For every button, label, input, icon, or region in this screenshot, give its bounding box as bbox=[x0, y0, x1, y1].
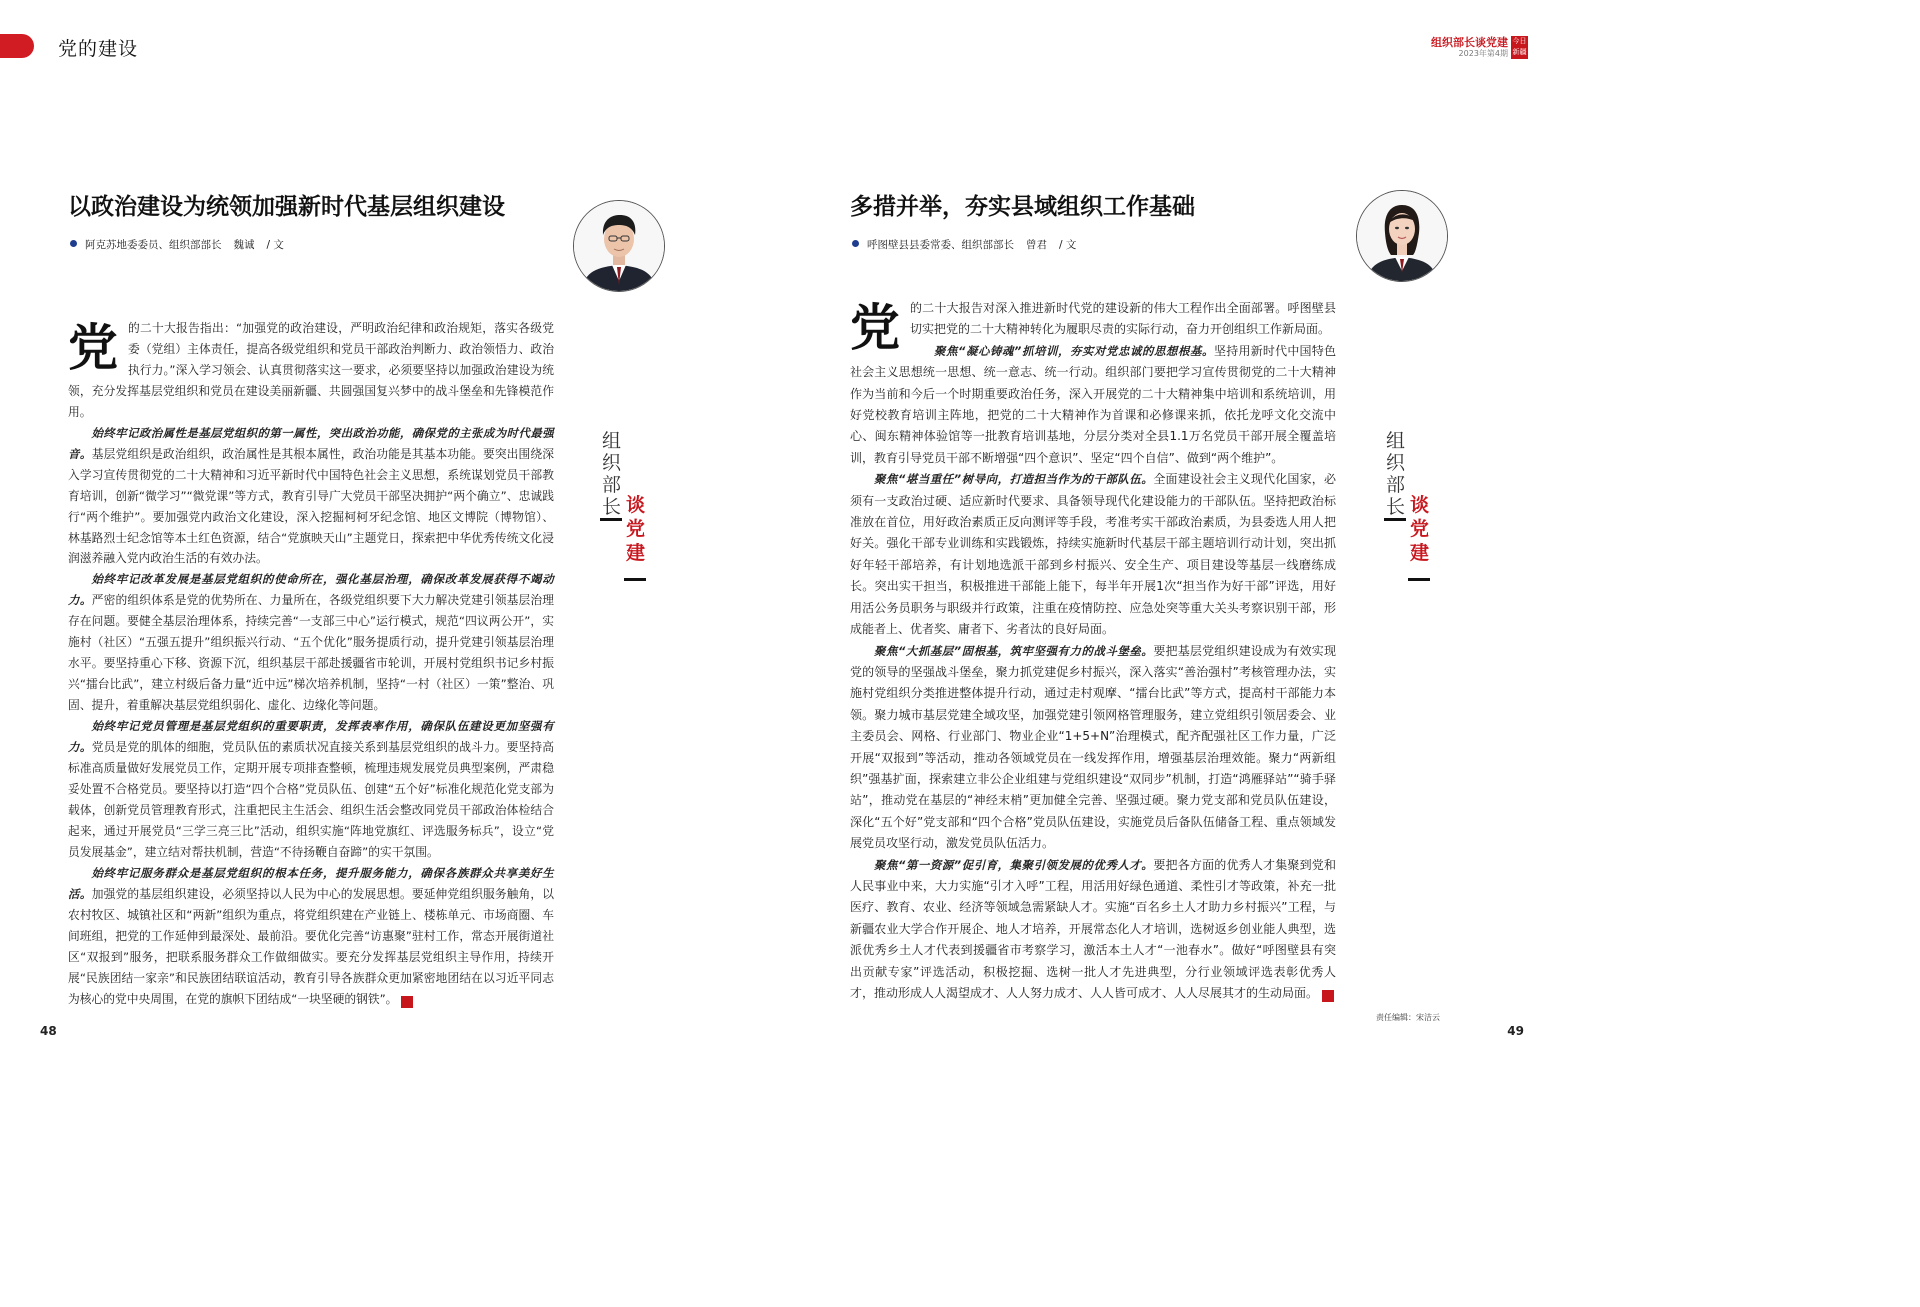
portrait-woman-image bbox=[1357, 191, 1447, 281]
byline-name: 曾君 bbox=[1026, 239, 1047, 251]
paragraph bbox=[68, 423, 554, 570]
paragraph-text: 严密的组织体系是党的优势所在、力量所在，各级党组织要下大力解决党建引领基层治理存在问题。要健全基层治理体系，持续完善“一支部三中心”运行模式，规范“四议两公开”，实施村（社区）“五强五提升”组织振兴行动、“五个优化”服务提质行动，提升党建引领基层治理水平。要坚持重心下移、资源下沉，组织基层干部赴援疆省市轮训，开展村党组织书记乡村振兴“擂台比武”，建立村级后备力量“近中远”梯次培养机制，坚持“一村（社区）一策”整治、巩固、提升，着重解决基层党组织弱化、虚化、边缘化等问题。 bbox=[68, 593, 554, 713]
byline-dot bbox=[70, 240, 77, 247]
mark-rule bbox=[1384, 518, 1406, 521]
left-article-title: 以政治建设为统领加强新时代基层组织建设 bbox=[68, 194, 505, 220]
paragraph-text: 加强党的基层组织建设，必须坚持以人民为中心的发展思想。要延伸党组织服务触角，以农村牧区、城镇社区和“两新”组织为重点，将党组织建在产业链上、楼栋单元、市场商圈、车间班组，把党的工作延伸到最深处、最前沿。要优化完善“访惠聚”驻村工作，常态开展街道社区“双报到”服务，把联系服务群众工作做细做实。要充分发挥基层党组织主导作用，持续开展“民族团结一家亲”和民族团结联谊活动，教育引导各族群众更加紧密地团结在以习近平同志为核心的党中央周围，在党的旗帜下团结成“一块坚硬的钢铁”。 bbox=[68, 886, 554, 1006]
paragraph-text: 党员是党的肌体的细胞，党员队伍的素质状况直接关系到基层党组织的战斗力。要坚持高标准高质量做好发展党员工作，定期开展专项排查整顿，梳理违规发展党员典型案例，严肃稳妥处置不合格党员。要坚持以打造“四个合格”党员队伍、创建“五个好”标准化规范化党支部为载体，创新党员管理教育形式，注重把民主生活会、组织生活会整改同党员干部政治体检结合起来，通过开展党员“三学三亮三比”活动，组织实施“阵地党旗红、评选服务标兵”，设立“党员发展基金”，建立结对帮扶机制，营造“不待扬鞭自奋蹄”的实干氛围。 bbox=[68, 740, 554, 859]
paragraph-lead: 聚焦“凝心铸魂”抓培训，夯实对党忠诚的思想根基。 bbox=[934, 343, 1215, 358]
mark-char: 谈 bbox=[626, 494, 646, 516]
paragraph-text: 全面建设社会主义现代化国家，必须有一支政治过硬、适应新时代要求、具备领导现代化建设能力的干部队伍。坚持把政治标准放在首位，用好政治素质正反向测评等手段，考准考实干部政治素质，为县委选人用人把好关。强化干部专业训练和实践锻炼，持续实施新时代基层干部主题培训行动计划，突出抓好年轻干部培养，有计划地选派干部到乡村振兴、安全生产、项目建设等基层一线磨练成长。突出实干担当，积极推进干部能上能下，每半年开展1次“担当作为好干部”评选，用好用活公务员职务与职级并行政策，注重在疫情防控、应急处突等重大关头考察识别干部，形成能者上、优者奖、庸者下、劣者汰的良好局面。 bbox=[850, 472, 1336, 637]
magazine-issue: 2023年第4期 bbox=[1458, 49, 1508, 58]
mark-char: 长 bbox=[1386, 496, 1406, 518]
mark-char: 组 bbox=[1386, 430, 1406, 452]
paragraph bbox=[850, 469, 1336, 640]
right-author-portrait bbox=[1356, 190, 1448, 282]
paragraph-lead: 聚焦“堪当重任”树导向，打造担当作为的干部队伍。 bbox=[874, 472, 1154, 487]
left-author-portrait bbox=[573, 200, 665, 292]
paragraph-text: 要把基层党组织建设成为有效实现党的领导的坚强战斗堡垒，聚力抓党建促乡村振兴，深入落实“善治强村”考核管理办法，实施村党组织分类推进整体提升行动，通过走村观摩、“擂台比武”等方式，提高村干部能力本领。聚力城市基层党建全域攻坚，加强党建引领网格管理服务，建立党组织引领居委会、业主委员会、网格、行业部门、物业企业“1+5+N”治理模式，配齐配强社区工作力量，广泛开展“双报到”等活动，推动各领域党员在一线发挥作用，增强基层治理效能。聚力“两新组织”强基扩面，探索建立非公企业组建与党组织建设“双同步”机制，打造“鸿雁驿站”“骑手驿站”，推动党在基层的“神经末梢”更加健全完善、坚强过硬。聚力党支部和党员队伍建设，深化“五个好”党支部和“四个合格”党员队伍建设，实施党员后备队伍储备工程、重点领域发展党员攻坚行动，激发党员队伍活力。 bbox=[850, 643, 1336, 851]
paragraph bbox=[68, 716, 554, 863]
magazine-brand bbox=[1431, 36, 1508, 59]
byline-org: 呼图壁县县委常委、组织部部长 bbox=[867, 239, 1014, 251]
drop-cap: 党 bbox=[68, 318, 118, 377]
paragraph-lead: 聚焦“第一资源”促引育，集聚引领发展的优秀人才。 bbox=[874, 857, 1154, 872]
left-column-mark bbox=[600, 430, 650, 590]
paragraph-lead: 始终牢记党员管理是基层党组织的重要职责，发挥表率作用，确保队伍建设更加坚强有力。 bbox=[68, 719, 554, 755]
magazine-title: 组织部长谈党建 bbox=[1431, 36, 1508, 49]
left-article-body bbox=[68, 318, 554, 1018]
end-mark-icon: J bbox=[401, 996, 413, 1008]
mark-char: 党 bbox=[626, 518, 646, 540]
mark-char: 织 bbox=[1386, 452, 1406, 474]
paragraph-text: 要把各方面的优秀人才集聚到党和人民事业中来，大力实施“引才入呼”工程，用活用好绿色通道、柔性引才等政策，补充一批医疗、教育、农业、经济等领域急需紧缺人才。实施“百名乡土人才助力乡村振兴”工程，与新疆农业大学合作开展企、地人才培养，开展常态化人才培训，选树返乡创业能人典型，选派优秀乡土人才代表到援疆省市考察学习，激活本土人才“一池春水”。做好“呼图壁县有突出贡献专家”评选活动，积极挖掘、选树一批人才先进典型，分行业领域评选表彰优秀人才，推动形成人人渴望成才、人人努力成才、人人皆可成才、人人尽展其才的生动局面。 bbox=[850, 857, 1336, 1000]
responsible-editor: 责任编辑：宋洁云 bbox=[1376, 1013, 1440, 1022]
portrait-man-image bbox=[574, 201, 664, 291]
mark-char: 部 bbox=[1386, 474, 1406, 496]
paragraph-lead: 始终牢记改革发展是基层党组织的使命所在，强化基层治理，确保改革发展获得不竭动力。 bbox=[68, 572, 554, 608]
right-page-number: 49 bbox=[1507, 1024, 1524, 1038]
section-tab-marker bbox=[0, 34, 34, 58]
paragraph-text: 坚持用新时代中国特色社会主义思想统一思想、统一意志、统一行动。组织部门要把学习宣传贯彻党的二十大精神作为当前和今后一个时期重要政治任务，深入开展党的二十大精神集中培训和系统培训，用好党校教育培训主阵地，把党的二十大精神作为首课和必修课来抓，依托龙呼文化交流中心、闽东精神体验馆等一批教育培训基地，分层分类对全县1.1万名党员干部开展全覆盖培训，教育引导党员干部不断增强“四个意识”、坚定“四个自信”、做到“两个维护”。 bbox=[850, 343, 1336, 465]
paragraph-lead: 始终牢记政治属性是基层党组织的第一属性，突出政治功能，确保党的主张成为时代最强音。 bbox=[68, 425, 554, 461]
right-article-byline bbox=[852, 237, 1076, 252]
mark-char: 谈 bbox=[1410, 494, 1430, 516]
paragraph-text: 的二十大报告对深入推进新时代党的建设新的伟大工程作出全面部署。呼图壁县切实把党的二十大精神转化为履职尽责的实际行动，奋力开创组织工作新局面。 bbox=[910, 301, 1336, 337]
paragraph bbox=[68, 569, 554, 716]
paragraph-text: 的二十大报告指出：“加强党的政治建设，严明政治纪律和政治规矩，落实各级党委（党组）主体责任，提高各级党组织和党员干部政治判断力、政治领悟力、政治执行力。”深入学习领会、认真贯彻落实这一要求，必须要坚持以加强政治建设为统领，充分发挥基层党组织和党员在建设美丽新疆、共圆强国复兴梦中的战斗堡垒和先锋模范作用。 bbox=[68, 321, 554, 419]
paragraph-lead: 始终牢记服务群众是基层党组织的根本任务，提升服务能力，确保各族群众共享美好生活。 bbox=[68, 865, 554, 901]
left-page-number: 48 bbox=[40, 1024, 57, 1038]
mark-char: 组 bbox=[602, 430, 622, 452]
byline-dot bbox=[852, 240, 859, 247]
mark-char: 建 bbox=[1410, 542, 1430, 564]
right-article-title: 多措并举，夯实县域组织工作基础 bbox=[850, 194, 1195, 220]
section-title: 党的建设 bbox=[58, 38, 139, 60]
paragraph bbox=[850, 855, 1349, 1005]
byline-org: 阿克苏地委委员、组织部部长 bbox=[85, 239, 222, 251]
mark-rule bbox=[1408, 578, 1430, 581]
magazine-seal: 今日新疆 bbox=[1511, 36, 1528, 59]
paragraph bbox=[850, 641, 1336, 855]
drop-cap: 党 bbox=[850, 298, 900, 357]
byline-suffix: / 文 bbox=[266, 239, 284, 251]
mark-char: 长 bbox=[602, 496, 622, 518]
mark-char: 织 bbox=[602, 452, 622, 474]
mark-rule bbox=[600, 518, 622, 521]
mark-char: 建 bbox=[626, 542, 646, 564]
mark-char: 部 bbox=[602, 474, 622, 496]
left-article-byline bbox=[70, 237, 284, 252]
byline-name: 魏诚 bbox=[233, 239, 255, 251]
right-column-mark bbox=[1384, 430, 1434, 590]
paragraph-text: 基层党组织是政治组织，政治属性是其根本属性，政治功能是其基本功能。要突出围绕深入学习宣传贯彻党的二十大精神和习近平新时代中国特色社会主义思想，系统谋划党员干部教育培训，创新“微学习”“微党课”等方式，教育引导广大党员干部坚决拥护“两个确立”、忠诚践行“两个维护”。要加强党内政治文化建设，深入挖掘柯柯牙纪念馆、地区文博院（博物馆）、林基路烈士纪念馆等本土红色资源，结合“党旗映天山”主题党日，探索把中华优秀传统文化浸润滋养融入党内政治生活的有效办法。 bbox=[68, 446, 554, 566]
paragraph bbox=[68, 863, 554, 1010]
paragraph bbox=[850, 341, 1336, 469]
first-paragraph bbox=[68, 318, 554, 423]
paragraph-lead: 聚焦“大抓基层”固根基，筑牢坚强有力的战斗堡垒。 bbox=[874, 643, 1154, 658]
byline-suffix: / 文 bbox=[1059, 239, 1077, 251]
right-article-body bbox=[850, 298, 1349, 1018]
mark-char: 党 bbox=[1410, 518, 1430, 540]
mark-rule bbox=[624, 578, 646, 581]
end-mark-icon: J bbox=[1322, 990, 1334, 1002]
